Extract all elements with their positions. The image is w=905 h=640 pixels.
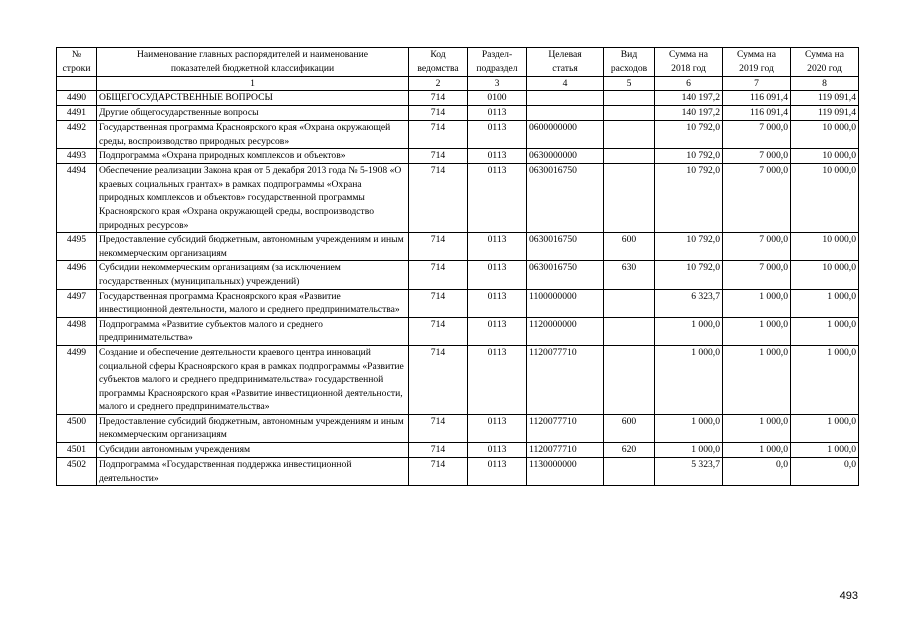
sum-2018-cell: 6 323,7 bbox=[655, 289, 723, 317]
target-article-cell: 1120077710 bbox=[527, 345, 604, 414]
table-row bbox=[57, 91, 859, 106]
sum-2020-cell: 10 000,0 bbox=[791, 164, 859, 233]
col-number: 7 bbox=[723, 77, 791, 91]
table-row bbox=[57, 233, 859, 261]
sum-2019-cell: 116 091,4 bbox=[723, 91, 791, 106]
department-code-cell: 714 bbox=[409, 289, 468, 317]
target-article-cell bbox=[527, 91, 604, 106]
sum-2020-cell: 119 091,4 bbox=[791, 106, 859, 121]
target-article-cell bbox=[527, 106, 604, 121]
sum-2019-cell: 116 091,4 bbox=[723, 106, 791, 121]
sum-2020-cell: 10 000,0 bbox=[791, 121, 859, 149]
target-article-cell: 1100000000 bbox=[527, 289, 604, 317]
expense-type-cell: 600 bbox=[604, 414, 655, 442]
sum-2020-cell: 1 000,0 bbox=[791, 443, 859, 458]
row-name-cell: Другие общегосударственные вопросы bbox=[97, 106, 409, 121]
sum-2018-cell: 10 792,0 bbox=[655, 233, 723, 261]
sum-2020-cell: 1 000,0 bbox=[791, 345, 859, 414]
section-cell: 0113 bbox=[468, 121, 527, 149]
col-header-department-code: Код ведомства bbox=[409, 48, 468, 77]
sum-2019-cell: 7 000,0 bbox=[723, 164, 791, 233]
col-number: 1 bbox=[97, 77, 409, 91]
section-cell: 0113 bbox=[468, 345, 527, 414]
sum-2019-cell: 7 000,0 bbox=[723, 261, 791, 289]
table-header bbox=[57, 48, 859, 91]
target-article-cell: 0630000000 bbox=[527, 149, 604, 164]
row-name-cell: Подпрограмма «Развитие субъектов малого и среднего предпринимательства» bbox=[97, 317, 409, 345]
target-article-cell: 0630016750 bbox=[527, 261, 604, 289]
section-cell: 0113 bbox=[468, 289, 527, 317]
row-number-cell: 4495 bbox=[57, 233, 97, 261]
sum-2019-cell: 1 000,0 bbox=[723, 414, 791, 442]
sum-2018-cell: 140 197,2 bbox=[655, 106, 723, 121]
col-number: 6 bbox=[655, 77, 723, 91]
col-header-section: Раздел- подраздел bbox=[468, 48, 527, 77]
sum-2018-cell: 1 000,0 bbox=[655, 414, 723, 442]
row-name-cell: Подпрограмма «Охрана природных комплексов и объектов» bbox=[97, 149, 409, 164]
col-header-sum-2019: Сумма на 2019 год bbox=[723, 48, 791, 77]
sum-2020-cell: 1 000,0 bbox=[791, 414, 859, 442]
table-row bbox=[57, 164, 859, 233]
row-number-cell: 4496 bbox=[57, 261, 97, 289]
row-name-cell: ОБЩЕГОСУДАРСТВЕННЫЕ ВОПРОСЫ bbox=[97, 91, 409, 106]
col-header-expense-type: Вид расходов bbox=[604, 48, 655, 77]
col-number: 2 bbox=[409, 77, 468, 91]
col-number bbox=[57, 77, 97, 91]
row-name-cell: Создание и обеспечение деятельности краевого центра инноваций социальной сферы Красноярского края в рамках подпрограммы «Развитие субъектов малого и среднего предпринимательства» государственной программы Красноярского края «Развитие инвестиционной деятельности, малого и среднего предпринимательства» bbox=[97, 345, 409, 414]
col-number: 5 bbox=[604, 77, 655, 91]
table-row bbox=[57, 261, 859, 289]
table-row bbox=[57, 345, 859, 414]
department-code-cell: 714 bbox=[409, 121, 468, 149]
row-name-cell: Предоставление субсидий бюджетным, автономным учреждениям и иным некоммерческим организациям bbox=[97, 233, 409, 261]
section-cell: 0100 bbox=[468, 91, 527, 106]
row-number-cell: 4500 bbox=[57, 414, 97, 442]
expense-type-cell: 630 bbox=[604, 261, 655, 289]
department-code-cell: 714 bbox=[409, 414, 468, 442]
page-number: 493 bbox=[839, 590, 858, 602]
target-article-cell: 1120000000 bbox=[527, 317, 604, 345]
row-number-cell: 4493 bbox=[57, 149, 97, 164]
expense-type-cell bbox=[604, 289, 655, 317]
row-name-cell: Предоставление субсидий бюджетным, автономным учреждениям и иным некоммерческим организациям bbox=[97, 414, 409, 442]
sum-2018-cell: 1 000,0 bbox=[655, 317, 723, 345]
expense-type-cell: 600 bbox=[604, 233, 655, 261]
sum-2020-cell: 10 000,0 bbox=[791, 233, 859, 261]
row-number-cell: 4491 bbox=[57, 106, 97, 121]
table-row bbox=[57, 443, 859, 458]
expense-type-cell bbox=[604, 317, 655, 345]
expense-type-cell bbox=[604, 164, 655, 233]
section-cell: 0113 bbox=[468, 149, 527, 164]
expense-type-cell bbox=[604, 345, 655, 414]
table-row bbox=[57, 106, 859, 121]
sum-2018-cell: 5 323,7 bbox=[655, 458, 723, 486]
row-name-cell: Государственная программа Красноярского края «Охрана окружающей среды, воспроизводство природных ресурсов» bbox=[97, 121, 409, 149]
target-article-cell: 1130000000 bbox=[527, 458, 604, 486]
header-row bbox=[57, 48, 859, 77]
row-number-cell: 4492 bbox=[57, 121, 97, 149]
sum-2019-cell: 7 000,0 bbox=[723, 233, 791, 261]
sum-2018-cell: 1 000,0 bbox=[655, 345, 723, 414]
target-article-cell: 0600000000 bbox=[527, 121, 604, 149]
col-number: 8 bbox=[791, 77, 859, 91]
department-code-cell: 714 bbox=[409, 345, 468, 414]
sum-2019-cell: 1 000,0 bbox=[723, 317, 791, 345]
table-row bbox=[57, 121, 859, 149]
row-number-cell: 4498 bbox=[57, 317, 97, 345]
expense-type-cell bbox=[604, 149, 655, 164]
col-number: 4 bbox=[527, 77, 604, 91]
sum-2019-cell: 1 000,0 bbox=[723, 289, 791, 317]
department-code-cell: 714 bbox=[409, 261, 468, 289]
row-name-cell: Обеспечение реализации Закона края от 5 декабря 2013 года № 5-1908 «О краевых социальных грантах» в рамках подпрограммы «Охрана природных комплексов и объектов» государственной программы Красноярского края «Охрана окружающей среды, воспроизводство природных ресурсов» bbox=[97, 164, 409, 233]
sum-2018-cell: 10 792,0 bbox=[655, 121, 723, 149]
section-cell: 0113 bbox=[468, 443, 527, 458]
table-row bbox=[57, 317, 859, 345]
sum-2020-cell: 10 000,0 bbox=[791, 261, 859, 289]
row-number-cell: 4499 bbox=[57, 345, 97, 414]
table-row bbox=[57, 149, 859, 164]
table-row bbox=[57, 289, 859, 317]
col-number: 3 bbox=[468, 77, 527, 91]
sum-2019-cell: 0,0 bbox=[723, 458, 791, 486]
sum-2020-cell: 1 000,0 bbox=[791, 289, 859, 317]
col-header-name: Наименование главных распорядителей и наименование показателей бюджетной классификации bbox=[97, 48, 409, 77]
section-cell: 0113 bbox=[468, 414, 527, 442]
sum-2020-cell: 119 091,4 bbox=[791, 91, 859, 106]
sum-2020-cell: 0,0 bbox=[791, 458, 859, 486]
sum-2020-cell: 10 000,0 bbox=[791, 149, 859, 164]
row-number-cell: 4494 bbox=[57, 164, 97, 233]
sum-2018-cell: 140 197,2 bbox=[655, 91, 723, 106]
section-cell: 0113 bbox=[468, 233, 527, 261]
sum-2019-cell: 1 000,0 bbox=[723, 345, 791, 414]
col-header-row-number: № строки bbox=[57, 48, 97, 77]
column-number-row bbox=[57, 77, 859, 91]
row-name-cell: Субсидии некоммерческим организациям (за исключением государственных (муниципальных) учреждений) bbox=[97, 261, 409, 289]
section-cell: 0113 bbox=[468, 164, 527, 233]
row-name-cell: Государственная программа Красноярского края «Развитие инвестиционной деятельности, малого и среднего предпринимательства» bbox=[97, 289, 409, 317]
expense-type-cell bbox=[604, 121, 655, 149]
table-row bbox=[57, 414, 859, 442]
expense-type-cell bbox=[604, 458, 655, 486]
col-header-sum-2018: Сумма на 2018 год bbox=[655, 48, 723, 77]
department-code-cell: 714 bbox=[409, 233, 468, 261]
row-name-cell: Подпрограмма «Государственная поддержка инвестиционной деятельности» bbox=[97, 458, 409, 486]
sum-2020-cell: 1 000,0 bbox=[791, 317, 859, 345]
department-code-cell: 714 bbox=[409, 106, 468, 121]
expense-type-cell bbox=[604, 91, 655, 106]
section-cell: 0113 bbox=[468, 261, 527, 289]
sum-2018-cell: 10 792,0 bbox=[655, 149, 723, 164]
row-number-cell: 4490 bbox=[57, 91, 97, 106]
col-header-sum-2020: Сумма на 2020 год bbox=[791, 48, 859, 77]
sum-2019-cell: 1 000,0 bbox=[723, 443, 791, 458]
sum-2018-cell: 10 792,0 bbox=[655, 261, 723, 289]
expense-type-cell: 620 bbox=[604, 443, 655, 458]
department-code-cell: 714 bbox=[409, 317, 468, 345]
sum-2019-cell: 7 000,0 bbox=[723, 149, 791, 164]
row-name-cell: Субсидии автономным учреждениям bbox=[97, 443, 409, 458]
expense-type-cell bbox=[604, 106, 655, 121]
target-article-cell: 1120077710 bbox=[527, 414, 604, 442]
row-number-cell: 4501 bbox=[57, 443, 97, 458]
budget-table bbox=[56, 47, 859, 486]
table-body bbox=[57, 91, 859, 486]
department-code-cell: 714 bbox=[409, 164, 468, 233]
sum-2018-cell: 10 792,0 bbox=[655, 164, 723, 233]
col-header-target-article: Целевая статья bbox=[527, 48, 604, 77]
department-code-cell: 714 bbox=[409, 443, 468, 458]
section-cell: 0113 bbox=[468, 317, 527, 345]
sum-2018-cell: 1 000,0 bbox=[655, 443, 723, 458]
target-article-cell: 0630016750 bbox=[527, 164, 604, 233]
target-article-cell: 0630016750 bbox=[527, 233, 604, 261]
table-row bbox=[57, 458, 859, 486]
department-code-cell: 714 bbox=[409, 149, 468, 164]
sum-2019-cell: 7 000,0 bbox=[723, 121, 791, 149]
target-article-cell: 1120077710 bbox=[527, 443, 604, 458]
department-code-cell: 714 bbox=[409, 91, 468, 106]
department-code-cell: 714 bbox=[409, 458, 468, 486]
row-number-cell: 4502 bbox=[57, 458, 97, 486]
row-number-cell: 4497 bbox=[57, 289, 97, 317]
section-cell: 0113 bbox=[468, 106, 527, 121]
section-cell: 0113 bbox=[468, 458, 527, 486]
